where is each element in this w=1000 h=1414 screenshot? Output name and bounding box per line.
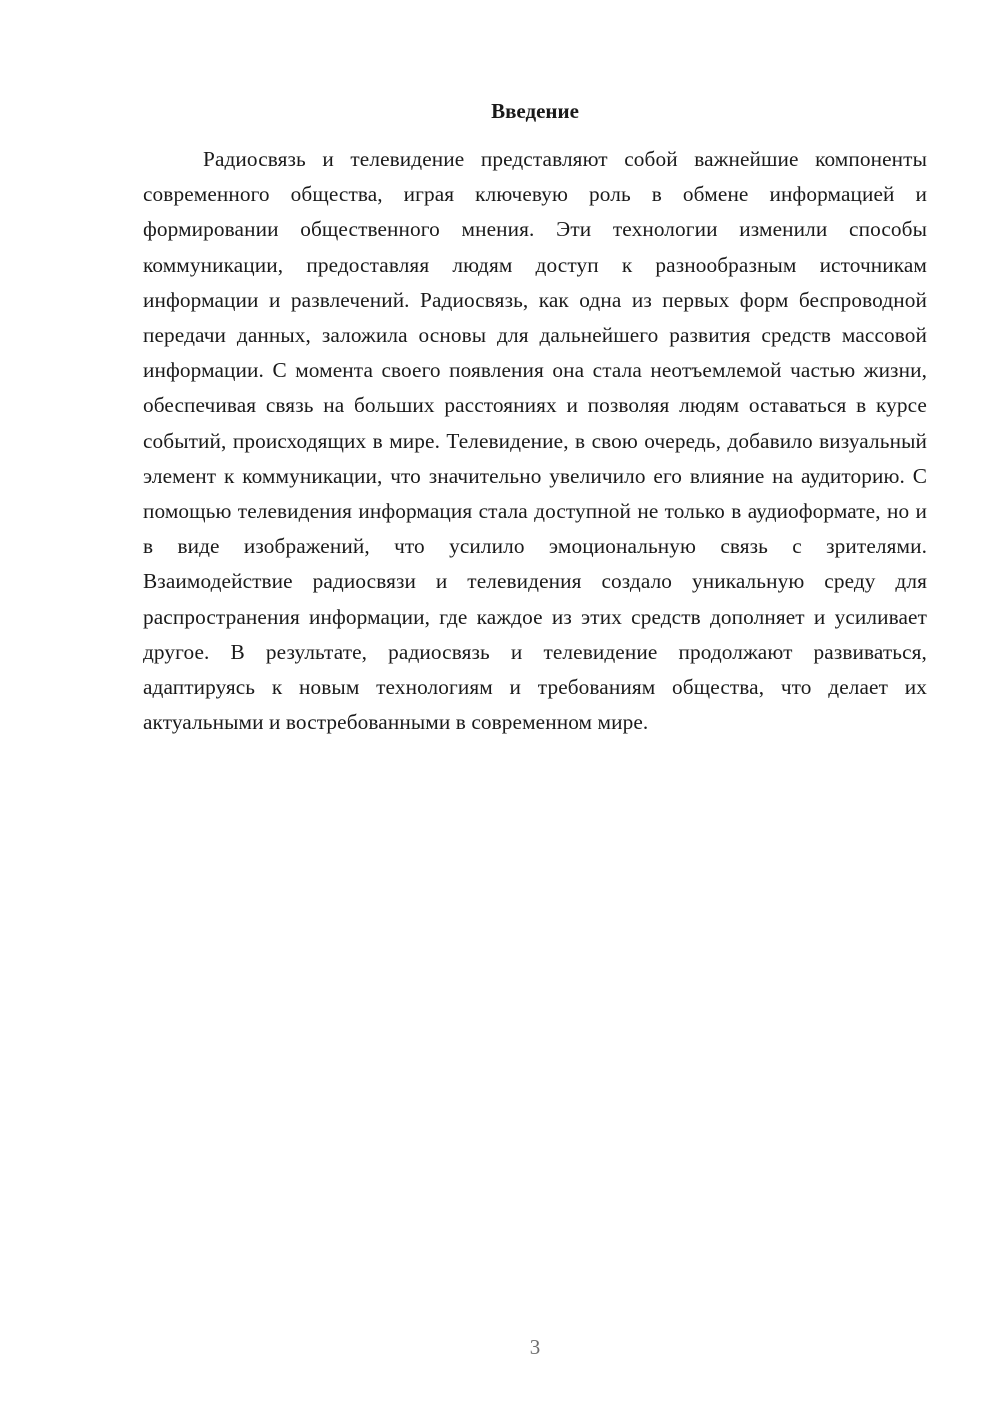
body-paragraph: Радиосвязь и телевидение представляют собой важнейшие компоненты современного общества, играя ключевую роль в обмене информацией и формировании общественного мнения. Эти технологии изменили способы коммуникации, предоставляя людям доступ к разнообразным источникам информации и развлечений. Радиосвязь, как одна из первых форм беспроводной передачи данных, заложила основы для дальнейшего развития средств массовой информации. С момента своего появления она стала неотъемлемой частью жизни, обеспечивая связь на больших расстояниях и позволяя людям оставаться в курсе событий, происходящих в мире. Телевидение, в свою очередь, добавило визуальный элемент к коммуникации, что значительно увеличило его влияние на аудиторию. С помощью телевидения информация стала доступной не только в аудиоформате, но и в виде изображений, что усилило эмоциональную связь с зрителями. Взаимодействие радиосвязи и телевидения создало уникальную среду для распространения информации, где каждое из этих средств дополняет и усиливает другое. В результате, радиосвязь и телевидение продолжают развиваться, адаптируясь к новым технологиям и требованиям общества, что делает их актуальными и востребованными в современном мире. [143,147,927,735]
section-heading: Введение [491,99,579,123]
page-number: 3 [529,1335,541,1359]
